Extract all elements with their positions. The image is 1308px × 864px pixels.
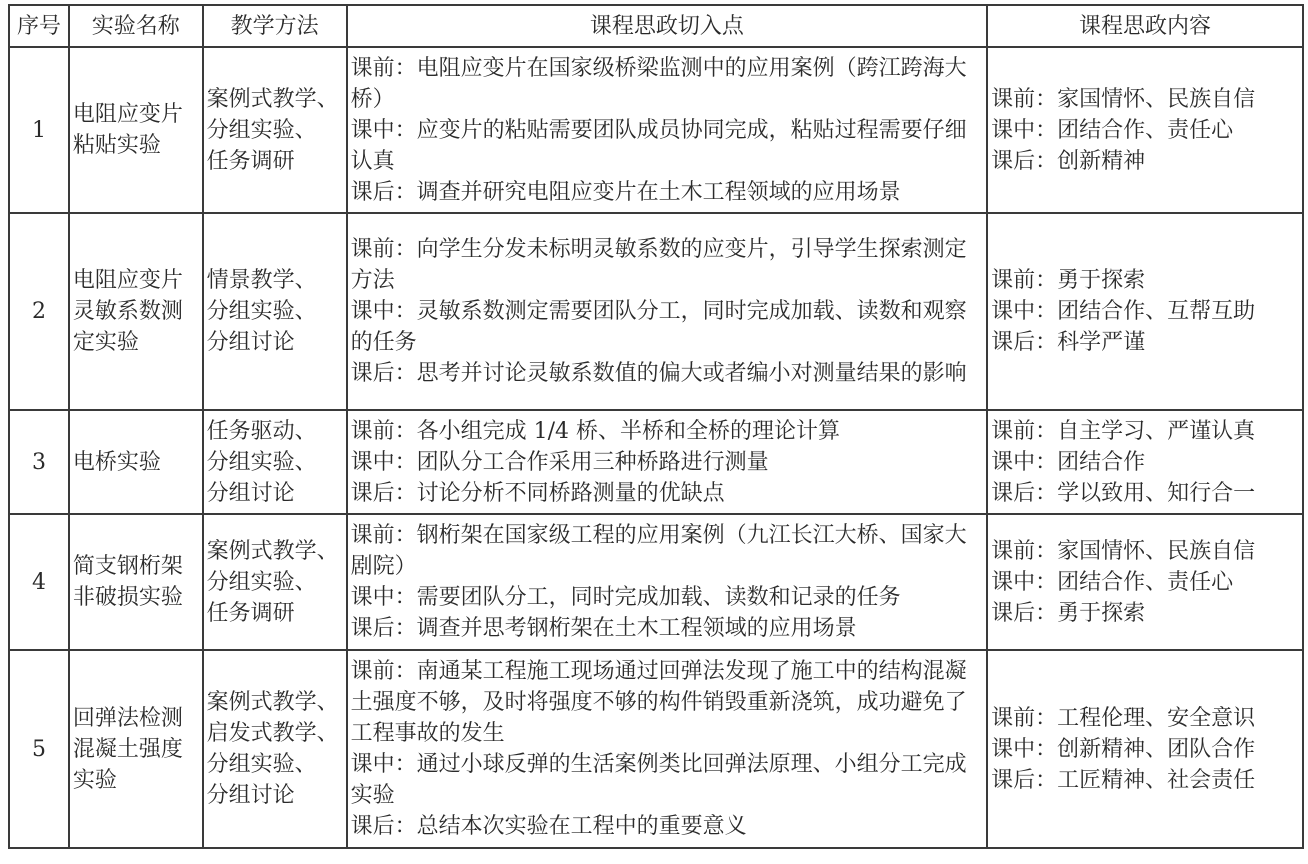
table-row xyxy=(9,650,1303,848)
table-row xyxy=(9,410,1303,514)
ideology-content: 课前：家国情怀、民族自信 课中：团结合作、责任心 课后：勇于探索 xyxy=(987,514,1303,650)
experiment-name: 电桥实验 xyxy=(69,410,203,514)
ideology-content: 课前：自主学习、严谨认真 课中：团结合作 课后：学以致用、知行合一 xyxy=(987,410,1303,514)
header-methods: 教学方法 xyxy=(203,5,347,47)
row-index: 2 xyxy=(9,213,69,410)
header-content: 课程思政内容 xyxy=(987,5,1303,47)
teaching-methods: 案例式教学、 分组实验、 任务调研 xyxy=(203,514,347,650)
ideology-entry-points: 课前：向学生分发未标明灵敏系数的应变片，引导学生探索测定方法 课中：灵敏系数测定需要团队分工，同时完成加载、读数和观察的任务 课后：思考并讨论灵敏系数值的偏大或者编小对测量结果的影响 xyxy=(347,213,987,410)
teaching-methods: 情景教学、 分组实验、 分组讨论 xyxy=(203,213,347,410)
header-index: 序号 xyxy=(9,5,69,47)
experiment-name: 简支钢桁架 非破损实验 xyxy=(69,514,203,650)
table-row xyxy=(9,47,1303,213)
row-index: 5 xyxy=(9,650,69,848)
ideology-entry-points: 课前：钢桁架在国家级工程的应用案例（九江长江大桥、国家大剧院） 课中：需要团队分工，同时完成加载、读数和记录的任务 课后：调查并思考钢桁架在土木工程领域的应用场景 xyxy=(347,514,987,650)
teaching-methods: 任务驱动、 分组实验、 分组讨论 xyxy=(203,410,347,514)
header-row xyxy=(9,5,1303,47)
experiment-name: 电阻应变片 灵敏系数测 定实验 xyxy=(69,213,203,410)
header-entry: 课程思政切入点 xyxy=(347,5,987,47)
ideology-content: 课前：家国情怀、民族自信 课中：团结合作、责任心 课后：创新精神 xyxy=(987,47,1303,213)
teaching-methods: 案例式教学、 分组实验、 任务调研 xyxy=(203,47,347,213)
ideology-content: 课前：工程伦理、安全意识 课中：创新精神、团队合作 课后：工匠精神、社会责任 xyxy=(987,650,1303,848)
header-name: 实验名称 xyxy=(69,5,203,47)
table-row xyxy=(9,514,1303,650)
ideology-entry-points: 课前：电阻应变片在国家级桥梁监测中的应用案例（跨江跨海大桥） 课中：应变片的粘贴需要团队成员协同完成，粘贴过程需要仔细认真 课后：调查并研究电阻应变片在土木工程领域的应用场景 xyxy=(347,47,987,213)
teaching-methods: 案例式教学、 启发式教学、 分组实验、 分组讨论 xyxy=(203,650,347,848)
row-index: 1 xyxy=(9,47,69,213)
row-index: 3 xyxy=(9,410,69,514)
table-row xyxy=(9,213,1303,410)
experiment-name: 电阻应变片 粘贴实验 xyxy=(69,47,203,213)
ideology-content: 课前：勇于探索 课中：团结合作、互帮互助 课后：科学严谨 xyxy=(987,213,1303,410)
ideology-entry-points: 课前：南通某工程施工现场通过回弹法发现了施工中的结构混凝土强度不够，及时将强度不够的构件销毁重新浇筑，成功避免了工程事故的发生 课中：通过小球反弹的生活案例类比回弹法原理、小组分工完成实验 课后：总结本次实验在工程中的重要意义 xyxy=(347,650,987,848)
row-index: 4 xyxy=(9,514,69,650)
course-ideology-table xyxy=(8,4,1304,849)
experiment-name: 回弹法检测 混凝土强度 实验 xyxy=(69,650,203,848)
ideology-entry-points: 课前：各小组完成 1/4 桥、半桥和全桥的理论计算 课中：团队分工合作采用三种桥路进行测量 课后：讨论分析不同桥路测量的优缺点 xyxy=(347,410,987,514)
